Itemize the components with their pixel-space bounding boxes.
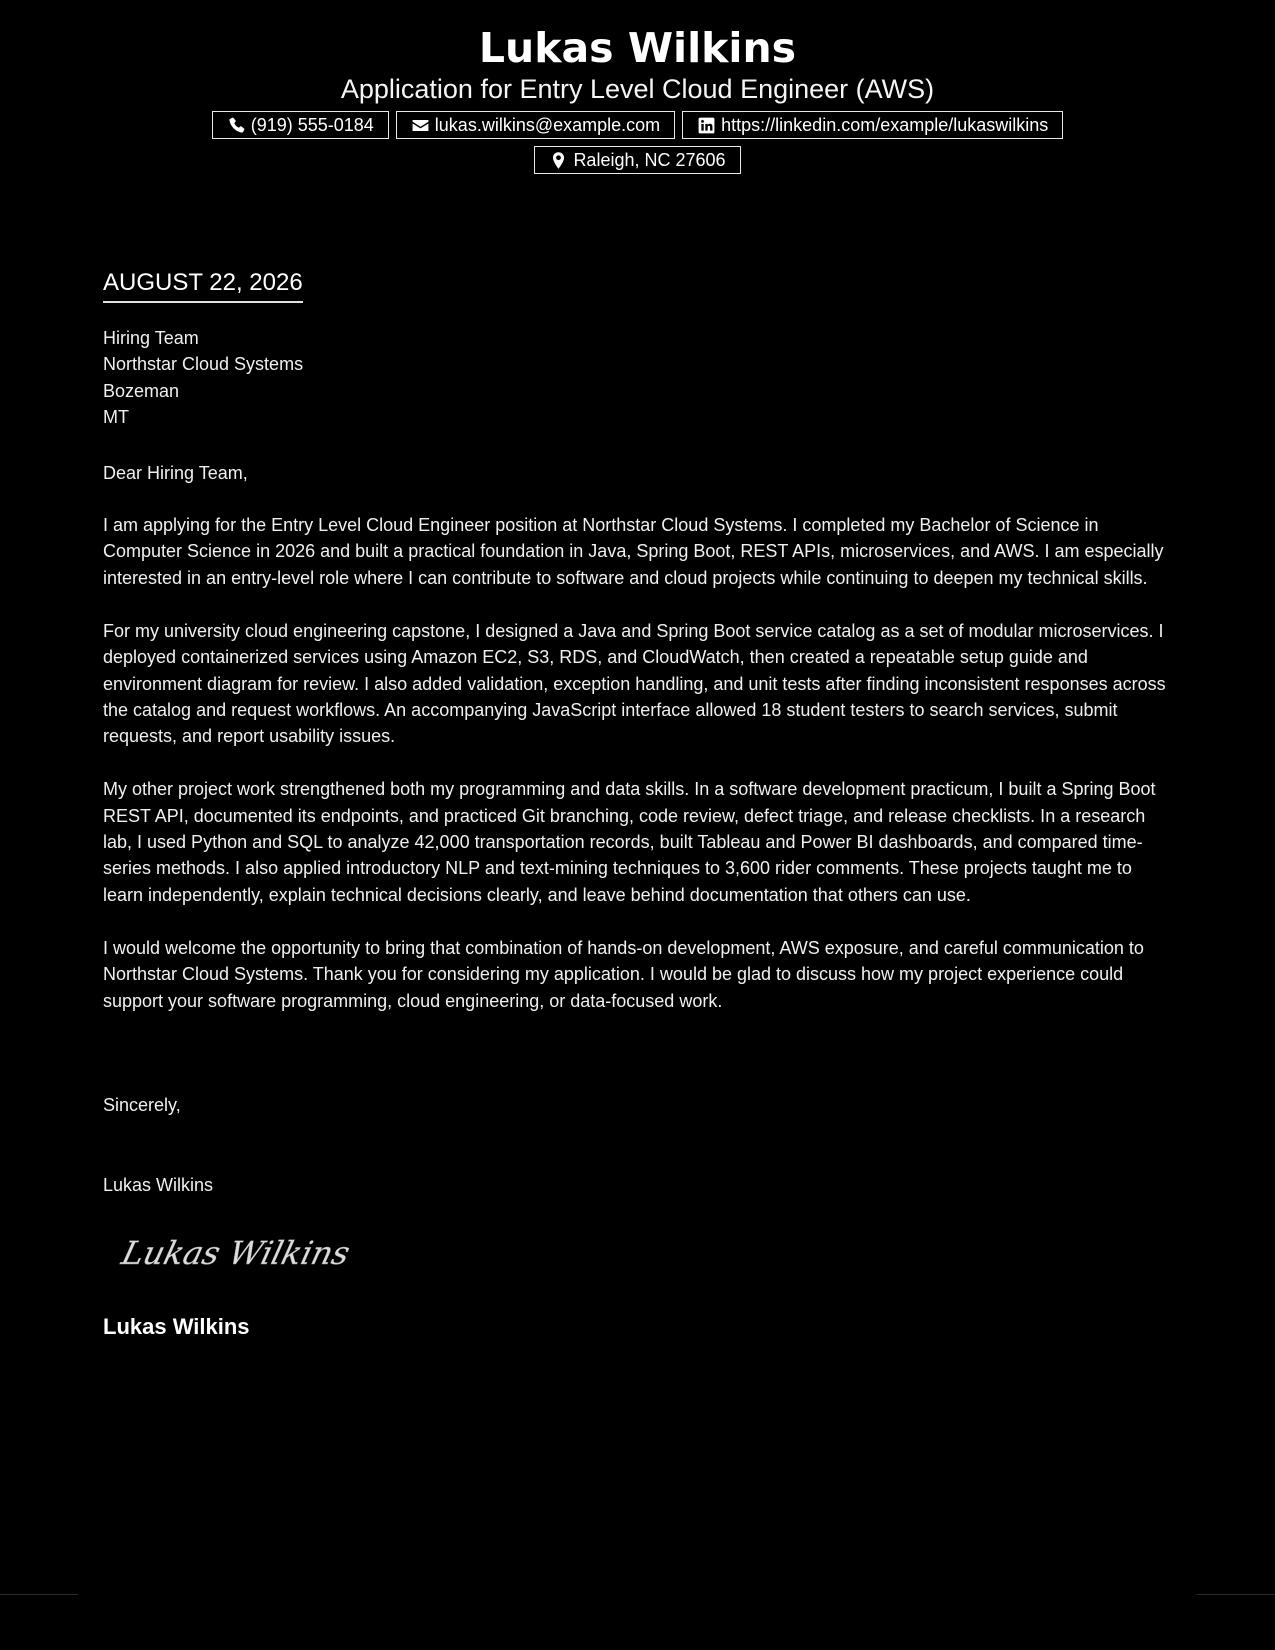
linkedin-icon [697, 116, 716, 135]
recipient-line: Northstar Cloud Systems [103, 354, 304, 375]
body-paragraph: I am applying for the Entry Level Cloud Engineer position at Northstar Cloud Systems. I completed my Bachelor of Science in Computer Science in 2026 and built a practical foundation in Java, Spring Boot, REST APIs, microservices, and AWS. I am especially interested in an entry-level role where I can contribute to software and cloud projects while continuing to deepen my technical skills. [103, 515, 1164, 588]
recipient-line: MT [103, 407, 129, 428]
linkedin-url: https://linkedin.com/example/lukaswilkins [721, 114, 1049, 135]
body-paragraph: For my university cloud engineering capstone, I designed a Java and Spring Boot service catalog as a set of modular microservices. I deployed containerized services using Amazon EC2, S3, RDS, and CloudWatch, then created a repeatable setup guide and environment diagram for review. I also added validation, exception handling, and unit tests after finding inconsistent responses across the catalog and request workflows. An accompanying JavaScript interface allowed 18 student testers to search services, submit requests, and report usability issues. [103, 620, 1166, 747]
signer-name: Lukas Wilkins [103, 1175, 214, 1195]
recipient-line: Bozeman [103, 380, 180, 401]
phone-number: (919) 555-0184 [250, 114, 374, 135]
footer-divider-left [0, 1594, 78, 1595]
phone-icon [227, 116, 246, 135]
handwritten-signature [117, 1228, 357, 1280]
letter-header [0, 22, 1275, 174]
applicant-name: Lukas Wilkins [478, 24, 797, 72]
body-paragraph: I would welcome the opportunity to bring that combination of hands-on development, AWS exposure, and careful communication to Northstar Cloud Systems. Thank you for considering my application. I would be glad to discuss how my project experience could support your software programming, cloud engineering, or data-focused work. [103, 937, 1144, 1011]
location-chip[interactable] [534, 146, 740, 174]
signature-text: Lukas Wilkins [118, 1234, 354, 1272]
linkedin-chip[interactable] [682, 111, 1063, 139]
contact-bar [0, 111, 1275, 139]
contact-bar-secondary [0, 146, 1275, 174]
envelope-icon [411, 116, 430, 135]
closing: Sincerely, [103, 1095, 181, 1115]
body-paragraph: My other project work strengthened both my programming and data skills. In a software development practicum, I built a Spring Boot REST API, documented its endpoints, and practiced Git branching, code review, defect triage, and release checklists. In a research lab, I used Python and SQL to analyze 42,000 transportation records, built Tableau and Power BI dashboards, and compared time-series methods. I also applied introductory NLP and text-mining techniques to 3,600 rider comments. These projects taught me to learn independently, explain technical decisions clearly, and leave behind documentation that others can use. [103, 779, 1156, 905]
email-address: lukas.wilkins@example.com [434, 114, 661, 135]
letter-date: AUGUST 22, 2026 [103, 268, 303, 303]
phone-chip[interactable] [212, 111, 389, 139]
letter-paragraphs [103, 512, 1173, 1041]
recipient-line: Hiring Team [103, 328, 199, 348]
typed-name: Lukas Wilkins [103, 1314, 250, 1339]
location-text: Raleigh, NC 27606 [573, 149, 726, 170]
email-chip[interactable] [396, 111, 675, 139]
footer-divider-right [1197, 1594, 1275, 1595]
recipient-block [103, 325, 303, 431]
application-subtitle: Application for Entry Level Cloud Engineer (AWS) [340, 74, 935, 104]
map-marker-icon [549, 151, 568, 170]
salutation: Dear Hiring Team, [103, 463, 248, 483]
